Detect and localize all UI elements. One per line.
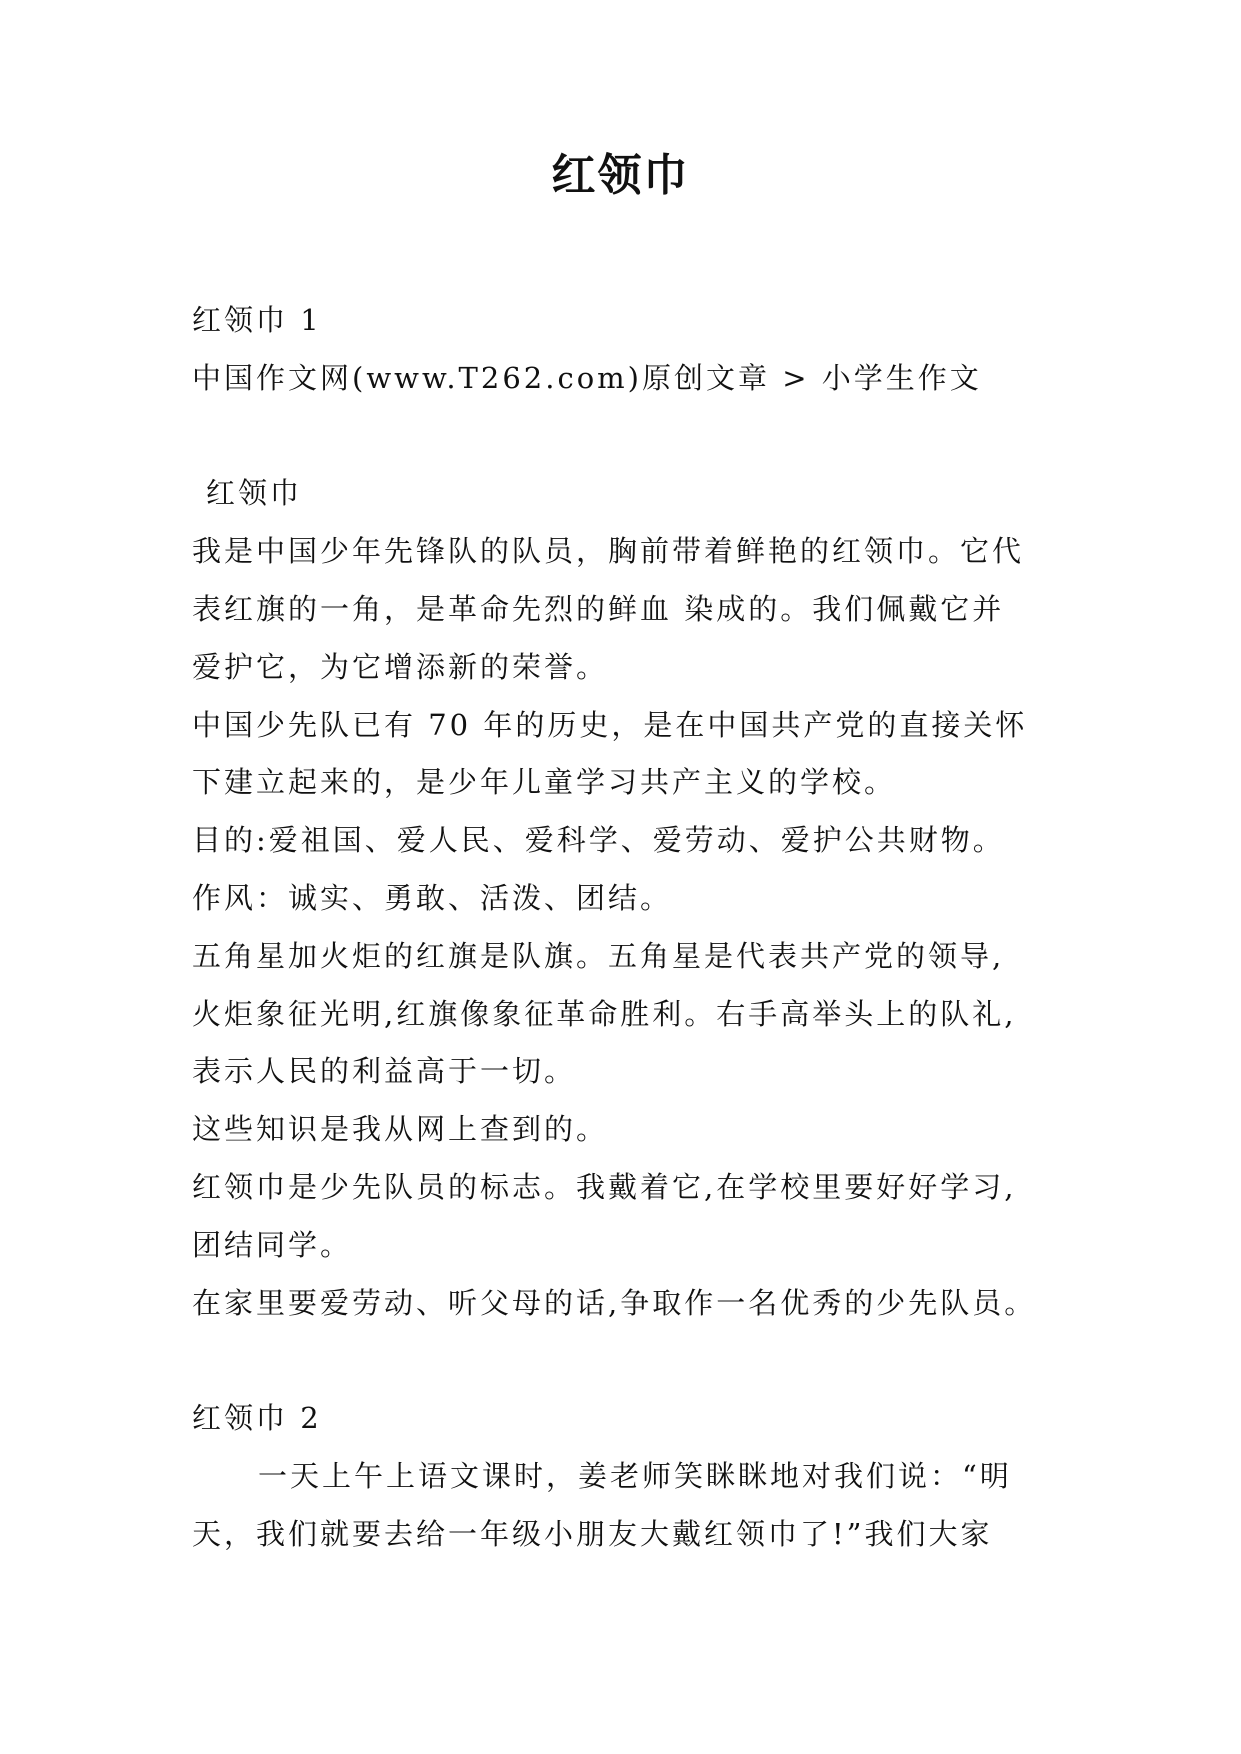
body-line: 一天上午上语文课时，姜老师笑眯眯地对我们说：“明 — [258, 1458, 1012, 1493]
document-body — [192, 292, 1072, 1564]
source-line: 中国作文网(www.T262.com)原创文章 > 小学生作文 — [192, 360, 982, 395]
section-1-heading: 红领巾 1 — [192, 303, 322, 337]
body-line: 这些知识是我从网上查到的。 — [192, 1112, 609, 1147]
body-line: 爱护它，为它增添新的荣誉。 — [192, 649, 609, 684]
body-line: 表红旗的一角，是革命先烈的鲜血 染成的。我们佩戴它并 — [192, 591, 1005, 626]
body-line: 在家里要爱劳动、听父母的话,争取作一名优秀的少先队员。 — [192, 1285, 1037, 1320]
body-line: 五角星加火炬的红旗是队旗。五角星是代表共产党的领导, — [192, 938, 1005, 973]
body-line: 作风：诚实、勇敢、活泼、团结。 — [192, 880, 673, 915]
body-line: 我是中国少年先锋队的队员，胸前带着鲜艳的红领巾。它代 — [192, 534, 1025, 569]
body-line: 红领巾是少先队员的标志。我戴着它,在学校里要好好学习, — [192, 1169, 1017, 1204]
body-line: 目的:爱祖国、爱人民、爱科学、爱劳动、爱护公共财物。 — [192, 823, 1005, 858]
blank-line — [192, 1332, 1072, 1390]
section-2-heading: 红领巾 2 — [192, 1401, 322, 1436]
body-line: 下建立起来的，是少年儿童学习共产主义的学校。 — [192, 765, 897, 800]
blank-line — [192, 408, 1072, 466]
body-line: 火炬象征光明,红旗像象征革命胜利。右手高举头上的队礼, — [192, 996, 1017, 1031]
body-line: 团结同学。 — [192, 1227, 353, 1262]
body-line: 中国少先队已有 70 年的历史，是在中国共产党的直接关怀 — [192, 707, 1028, 742]
body-line: 天，我们就要去给一年级小朋友大戴红领巾了!”我们大家 — [192, 1516, 993, 1551]
document-title: 红领巾 — [551, 150, 690, 201]
body-line: 表示人民的利益高于一切。 — [192, 1054, 577, 1089]
section-1-subtitle: 红领巾 — [206, 476, 303, 511]
